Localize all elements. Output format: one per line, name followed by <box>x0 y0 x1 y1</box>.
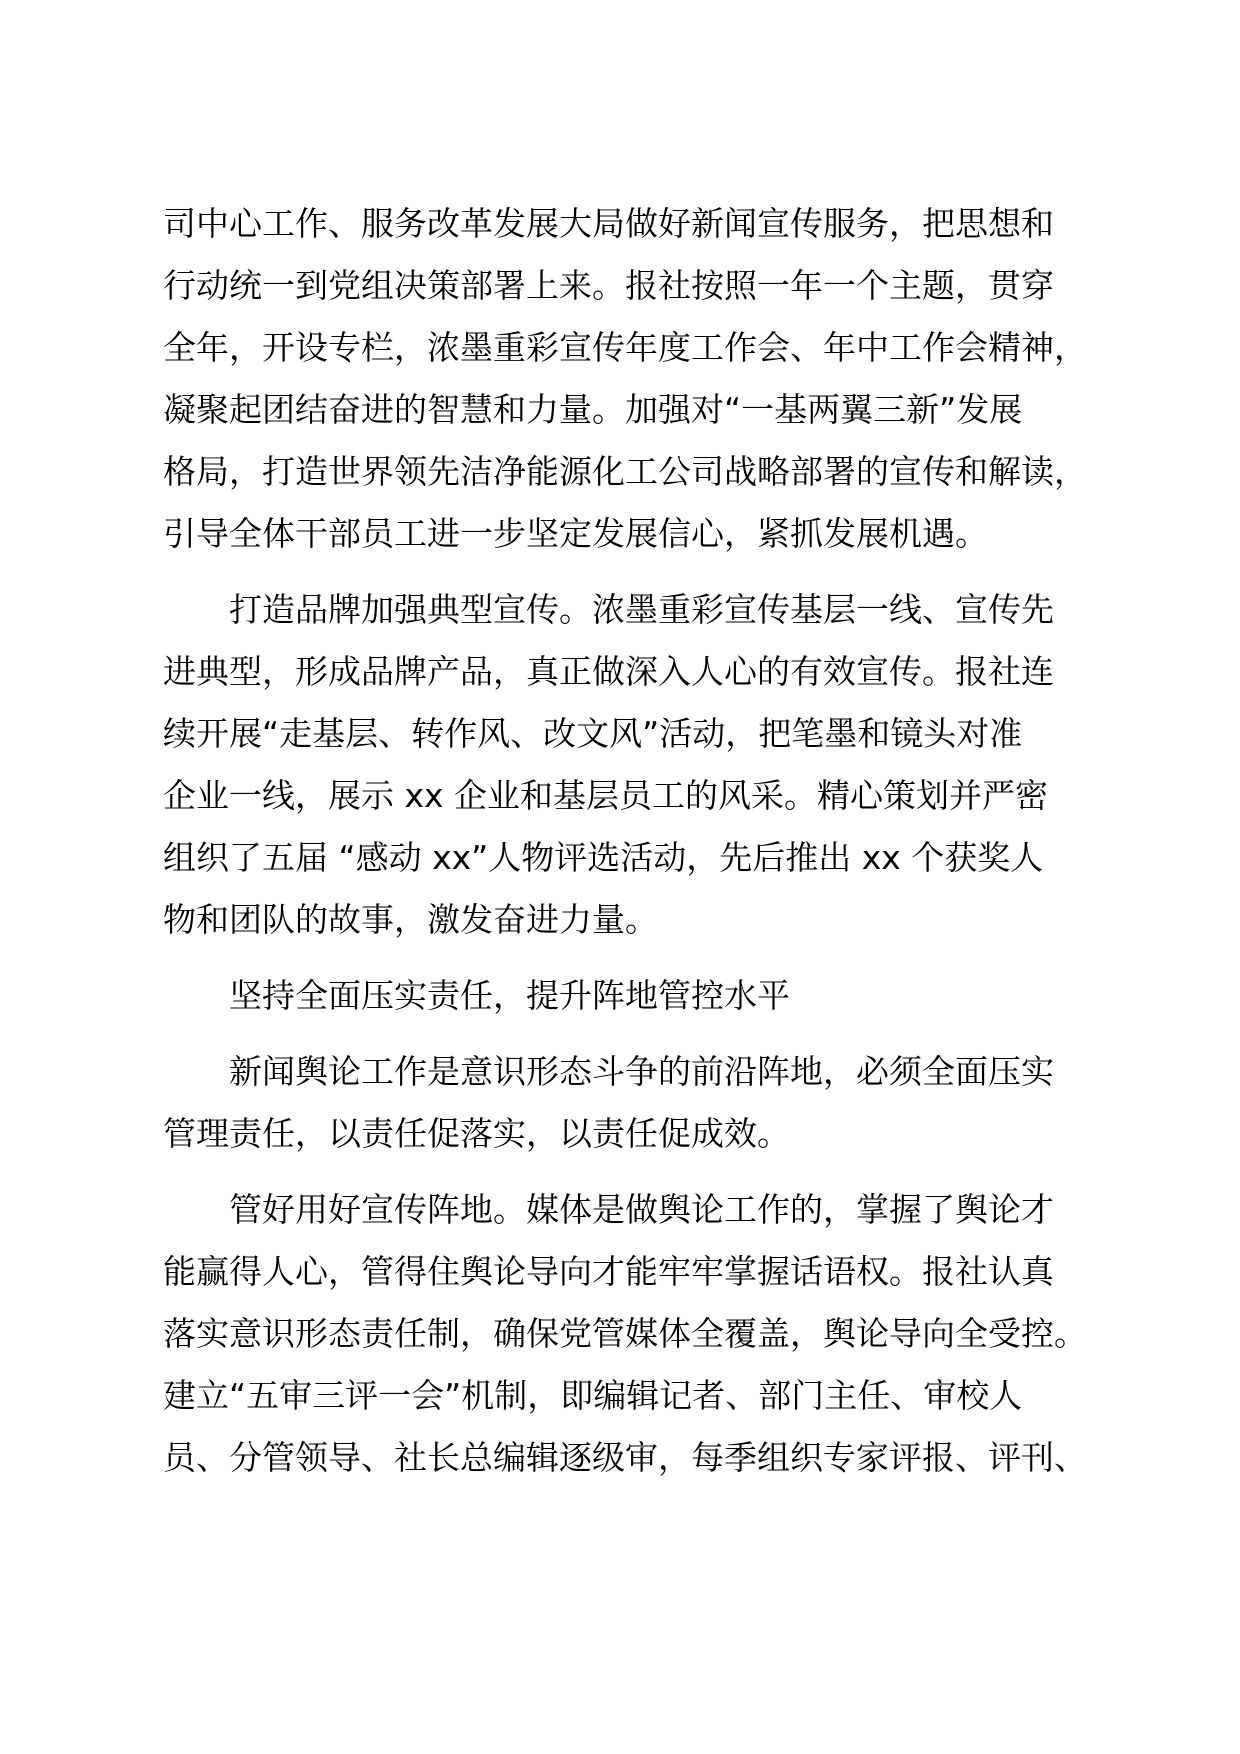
paragraph-line: 新闻舆论工作是意识形态斗争的前沿阵地，必须全面压实 <box>229 1052 1054 1091</box>
paragraph-line: 引导全体干部员工进一步坚定发展信心，紧抓发展机遇。 <box>163 514 988 553</box>
paragraph-line: 员、分管领导、社长总编辑逐级审，每季组织专家评报、评刊、 <box>163 1438 1087 1477</box>
paragraph-line: 进典型，形成品牌产品，真正做深入人心的有效宣传。报社连 <box>163 652 1054 691</box>
paragraph-line: 凝聚起团结奋进的智慧和力量。加强对“一基两翼三新”发展 <box>163 390 1023 429</box>
paragraph-line: 管理责任，以责任促落实，以责任促成效。 <box>163 1114 790 1153</box>
paragraph-line: 格局，打造世界领先洁净能源化工公司战略部署的宣传和解读， <box>163 452 1087 491</box>
paragraph-line: 管好用好宣传阵地。媒体是做舆论工作的，掌握了舆论才 <box>229 1190 1054 1229</box>
paragraph-2 <box>163 579 1103 951</box>
paragraph-line: 建立“五审三评一会”机制，即编辑记者、部门主任、审校人 <box>163 1376 1023 1415</box>
paragraph-spacer <box>163 1027 1103 1041</box>
paragraph-line: 企业一线，展示 xx 企业和基层员工的风采。精心策划并严密 <box>163 776 1049 815</box>
paragraph-line: 打造品牌加强典型宣传。浓墨重彩宣传基层一线、宣传先 <box>229 590 1054 629</box>
paragraph-line: 行动统一到党组决策部署上来。报社按照一年一个主题，贯穿 <box>163 266 1054 305</box>
paragraph-line: 物和团队的故事，激发奋进力量。 <box>163 900 658 939</box>
paragraph-line: 全年，开设专栏，浓墨重彩宣传年度工作会、年中工作会精神， <box>163 328 1087 367</box>
paragraph-1 <box>163 193 1103 565</box>
paragraph-spacer <box>163 565 1103 579</box>
document-body <box>163 193 1103 1489</box>
paragraph-line: 续开展“走基层、转作风、改文风”活动，把笔墨和镜头对准 <box>163 714 1023 753</box>
paragraph-line: 能赢得人心，管得住舆论导向才能牢牢掌握话语权。报社认真 <box>163 1252 1054 1291</box>
paragraph-line: 组织了五届 “感动 xx”人物评选活动，先后推出 xx 个获奖人 <box>163 838 1044 877</box>
heading-line: 坚持全面压实责任，提升阵地管控水平 <box>229 976 790 1015</box>
paragraph-line: 司中心工作、服务改革发展大局做好新闻宣传服务，把思想和 <box>163 204 1054 243</box>
paragraph-spacer <box>163 1165 1103 1179</box>
paragraph-spacer <box>163 951 1103 965</box>
paragraph-4 <box>163 1041 1103 1165</box>
paragraph-5 <box>163 1179 1103 1489</box>
section-heading <box>163 965 1103 1027</box>
paragraph-line: 落实意识形态责任制，确保党管媒体全覆盖，舆论导向全受控。 <box>163 1314 1087 1353</box>
